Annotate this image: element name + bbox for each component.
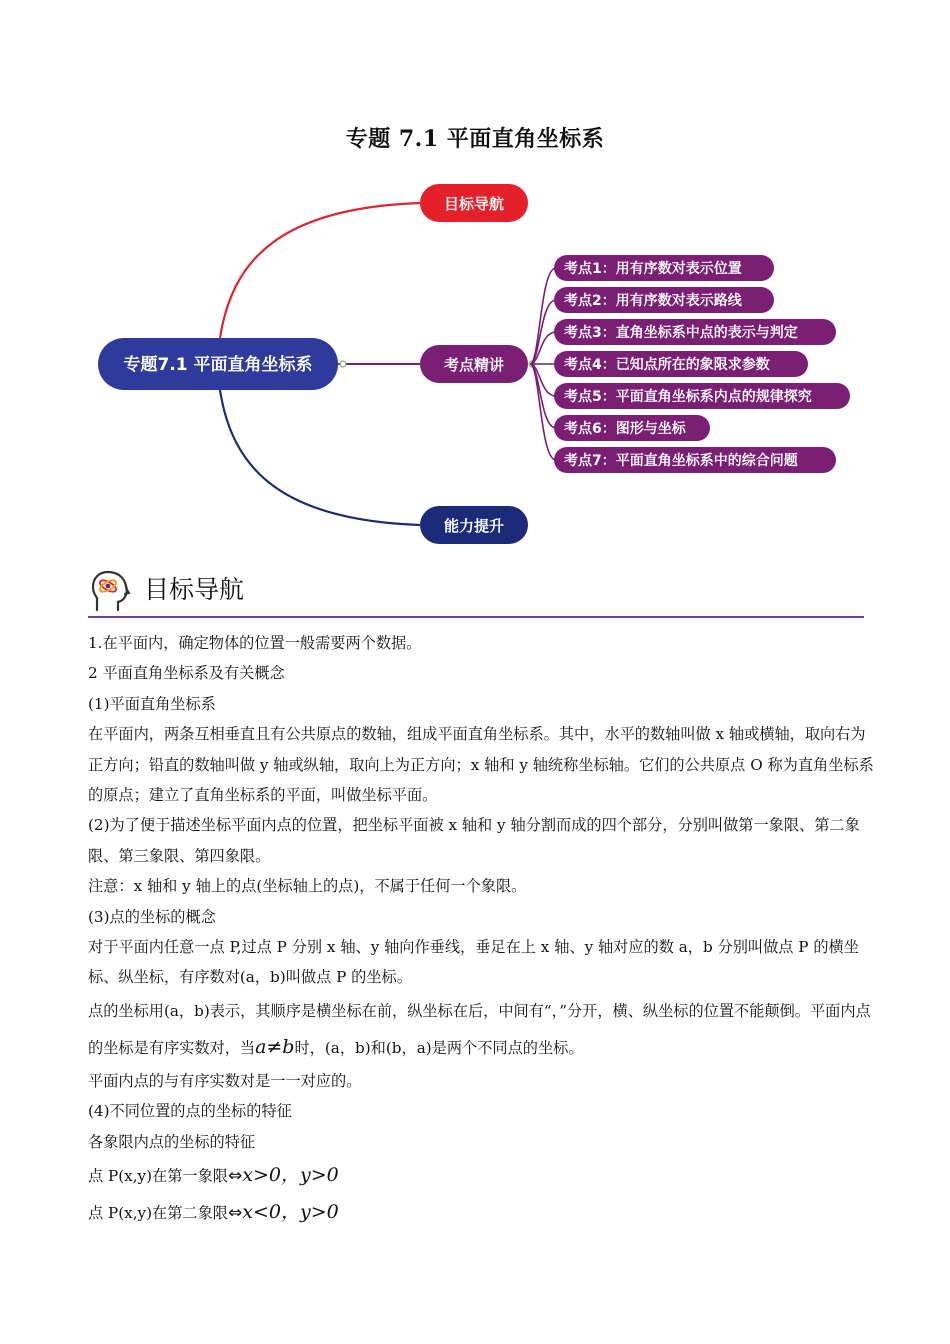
quadrant-text: 点 P(x,y)在第一象限 (88, 1167, 228, 1186)
leaf-label: 考点4：已知点所在的象限求参数 (564, 357, 770, 373)
leaf-label: 考点6：图形与坐标 (564, 421, 686, 437)
leaf-label: 考点2：用有序数对表示路线 (564, 293, 742, 309)
equivalence-symbol: ⇔ (228, 1166, 243, 1187)
paragraph: 2 平面直角坐标系及有关概念 (88, 664, 285, 683)
section-heading: 目标导航 (144, 575, 245, 604)
paragraph-text: 点的坐标用(a，b)表示，其顺序是横坐标在前，纵坐标在后，中间有“，”分开，横、纵坐标的位置不能颠倒。平面内点的坐标是有序实数对，当 (88, 1001, 871, 1057)
leaf-label: 考点1：用有序数对表示位置 (564, 261, 742, 277)
paragraph: 对于平面内任意一点 P,过点 P 分别 x 轴、y 轴向作垂线，垂足在上 x 轴、y 轴对应的数 a，b 分别叫做点 P 的横坐标、纵坐标，有序数对(a，b)叫做点 P 的坐标。 (88, 938, 859, 987)
leaf-label: 考点5：平面直角坐标系内点的规律探究 (564, 389, 812, 405)
connector-dot (340, 361, 346, 367)
connector-improve (220, 390, 420, 525)
page-title: 专题 7.1 平面直角坐标系 (345, 126, 605, 152)
quadrant-text: 点 P(x,y)在第二象限 (88, 1204, 228, 1223)
section-header (88, 566, 864, 618)
equivalence-symbol: ⇔ (228, 1203, 243, 1224)
head-brain-icon (88, 568, 132, 614)
branch-points-label: 考点精讲 (443, 356, 505, 374)
mind-map (90, 175, 860, 555)
paragraph: (3)点的坐标的概念 (88, 907, 216, 926)
math-expression: x<0，y>0 (242, 1201, 339, 1224)
leaf-label: 考点7：平面直角坐标系中的综合问题 (564, 453, 798, 469)
content-body (88, 628, 878, 1231)
paragraph: (2)为了便于描述坐标平面内点的位置，把坐标平面被 x 轴和 y 轴分割而成的四个部分，分别叫做第一象限、第二象限、第三象限、第四象限。 (88, 816, 860, 865)
paragraph-order (88, 993, 878, 1066)
paragraph: (1)平面直角坐标系 (88, 694, 216, 713)
paragraph-text: 时，(a，b)和(b，a)是两个不同点的坐标。 (294, 1038, 584, 1057)
paragraph: 1.在平面内，确定物体的位置一般需要两个数据。 (88, 634, 422, 652)
leaf-label: 考点3：直角坐标系中点的表示与判定 (564, 325, 798, 341)
branch-nav-label: 目标导航 (443, 195, 505, 213)
paragraph: 注意：x 轴和 y 轴上的点(坐标轴上的点)，不属于任何一个象限。 (88, 877, 527, 896)
quadrant-rule (88, 1194, 878, 1231)
math-expression: x>0，y>0 (242, 1164, 339, 1187)
mindmap-root-label: 专题7.1 平面直角坐标系 (123, 355, 313, 375)
math-expression: a≠b (255, 1035, 295, 1058)
paragraph: 各象限内点的坐标的特征 (88, 1132, 256, 1151)
paragraph: (4)不同位置的点的坐标的特征 (88, 1102, 292, 1121)
connector-nav (220, 203, 420, 338)
branch-improve-label: 能力提升 (443, 517, 505, 535)
paragraph: 在平面内，两条互相垂直且有公共原点的数轴，组成平面直角坐标系。其中，水平的数轴叫做 x 轴或横轴，取向右为正方向；铅直的数轴叫做 y 轴或纵轴，取向上为正方向；x 轴和 y 轴统称坐标轴。它们的公共原点 O 称为直角坐标系的原点；建立了直角坐标系的平面，叫做坐标平面。 (88, 725, 874, 805)
quadrant-rule (88, 1157, 878, 1194)
paragraph: 平面内点的与有序实数对是一一对应的。 (88, 1071, 362, 1090)
